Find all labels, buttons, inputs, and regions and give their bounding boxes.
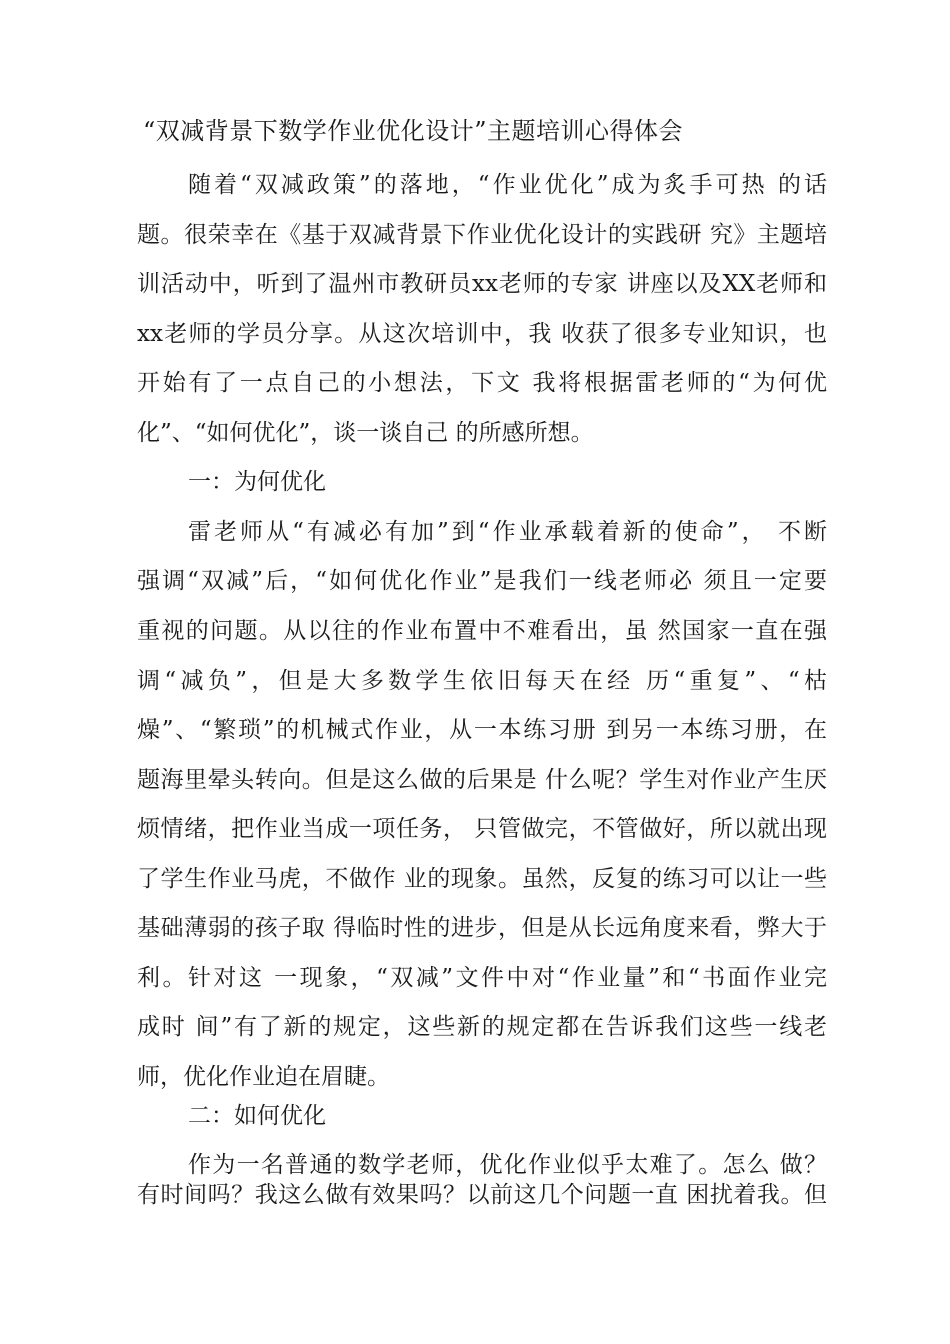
paragraph-2-line-1: 雷老师从“有减必有加”到“作业承载着新的使命”， 不断 (188, 519, 827, 545)
paragraph-2-line-3: 重视的问题。从以往的作业布置中不难看出，虽 然国家一直在强 (137, 618, 827, 644)
paragraph-2-line-10: 利。针对这 一现象，“双减”文件中对“作业量”和“书面作业完 (137, 965, 827, 991)
paragraph-2-line-7: 烦情绪，把作业当成一项任务， 只管做完，不管做好，所以就出现 (137, 816, 827, 842)
paragraph-2-line-8: 了学生作业马虎，不做作 业的现象。虽然，反复的练习可以让一些 (137, 866, 827, 892)
paragraph-2-line-5: 燥”、“繁琐”的机械式作业，从一本练习册 到另一本练习册，在 (137, 717, 827, 743)
paragraph-1-line-5: 开始有了一点自己的小想法，下文 我将根据雷老师的“为何优 (137, 370, 827, 396)
paragraph-1-line-4: xx老师的学员分享。从这次培训中，我 收获了很多专业知识，也 (137, 321, 827, 347)
paragraph-2-line-6: 题海里晕头转向。但是这么做的后果是 什么呢？学生对作业产生厌 (137, 767, 827, 793)
paragraph-2-line-11: 成时 间”有了新的规定，这些新的规定都在告诉我们这些一线老 (137, 1014, 827, 1040)
paragraph-2-line-4: 调“减负”，但是大多数学生依旧每天在经 历“重复”、“枯 (137, 668, 827, 694)
paragraph-1-line-1: 随着“双减政策”的落地，“作业优化”成为炙手可热 的话 (188, 172, 827, 198)
paragraph-3-line-1: 作为一名普通的数学老师，优化作业似乎太难了。怎么 做？ (188, 1152, 827, 1178)
paragraph-3-line-2: 有时间吗？我这么做有效果吗？以前这几个问题一直 困扰着我。但 (137, 1182, 827, 1208)
paragraph-2-line-9: 基础薄弱的孩子取 得临时性的进步，但是从长远角度来看，弊大于 (137, 915, 827, 941)
paragraph-2-line-2: 强调“双减”后，“如何优化作业”是我们一线老师必 须且一定要 (137, 568, 827, 594)
paragraph-2-line-12: 师，优化作业迫在眉睫。 (137, 1064, 390, 1090)
paragraph-1-line-2: 题。很荣幸在《基于双减背景下作业优化设计的实践研 究》主题培 (137, 222, 827, 248)
section-heading-why: 一：为何优化 (188, 469, 326, 495)
paragraph-1-line-3: 训活动中，听到了温州市教研员xx老师的专家 讲座以及XX老师和 (137, 271, 827, 297)
paragraph-1-line-6: 化”、“如何优化”，谈一谈自己 的所感所想。 (137, 420, 594, 446)
document-title: “双减背景下数学作业优化设计”主题培训心得体会 (143, 117, 684, 145)
section-heading-how: 二：如何优化 (188, 1103, 326, 1129)
